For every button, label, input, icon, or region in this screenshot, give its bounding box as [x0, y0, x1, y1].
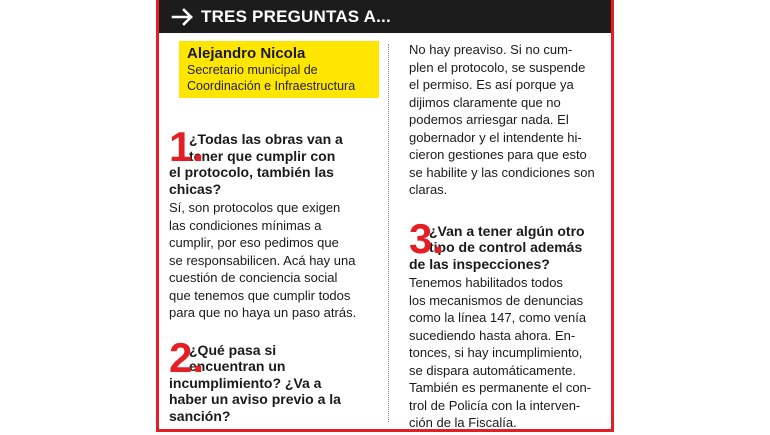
- answer-text: [409, 41, 605, 199]
- question-line: ¿Qué pasa si: [189, 341, 277, 358]
- answer-line: No hay preaviso. Si no cum-: [409, 42, 573, 57]
- answer-line: dijimos claramente que no: [409, 94, 561, 110]
- answer-line: gobernador y el intendente hi-: [409, 129, 582, 145]
- header-bar: [159, 0, 611, 33]
- answer-line: Sí, son protocolos que exigen: [169, 200, 341, 215]
- question-line: ¿Todas las obras van a: [189, 131, 343, 147]
- question-number: 2.: [169, 333, 205, 381]
- question-line: tener que cumplir con: [189, 147, 336, 164]
- question-line: tipo de control además: [429, 239, 583, 255]
- answer-line: se habilite y las condiciones son: [409, 164, 595, 180]
- question-line: ¿Van a tener algún otro: [429, 222, 585, 239]
- answer-line: cumplir, por eso pedimos que: [169, 235, 339, 250]
- question-line: incumplimiento? ¿Va a: [169, 374, 322, 391]
- interviewee-box: [179, 41, 379, 98]
- header-title: TRES PREGUNTAS A...: [201, 6, 391, 26]
- answer-line: para que no haya un paso atrás.: [169, 305, 357, 320]
- question-line: el protocolo, también las: [169, 164, 334, 180]
- question-line: sanción?: [169, 407, 231, 424]
- interview-box: [156, 0, 614, 432]
- answer-text: [169, 199, 379, 322]
- question-number: 1.: [169, 123, 205, 170]
- column-divider: [388, 44, 389, 422]
- answer-line: sucediendo hasta ahora. En-: [409, 327, 576, 343]
- answer-line: podemos arriesgar nada. El: [409, 112, 569, 127]
- question-line: de las inspecciones?: [409, 255, 550, 272]
- answer-line: se responsabilicen. Acá hay una: [169, 252, 356, 268]
- answer-line: ción de la Fiscalía.: [409, 415, 517, 430]
- right-arrow-icon: [171, 7, 195, 27]
- answer-line: las condiciones mínimas a: [169, 217, 322, 233]
- interviewee-role-line: Secretario municipal de: [187, 63, 318, 77]
- answer-line: cuestión de conciencia social: [169, 270, 338, 285]
- answer-text: [409, 274, 605, 432]
- answer-line: se dispara automáticamente.: [409, 362, 576, 378]
- question-heading: [169, 333, 379, 425]
- answer-line: los mecanismos de denuncias: [409, 292, 584, 308]
- question-line: chicas?: [169, 180, 222, 197]
- answer-line: tonces, si hay incumplimiento,: [409, 345, 583, 360]
- answer-line: Tenemos habilitados todos: [409, 275, 563, 290]
- interviewee-name: Alejandro Nicola: [187, 45, 306, 62]
- answer-line: claras.: [409, 182, 448, 197]
- question-1: [169, 123, 379, 322]
- interviewee-role-line: Coordinación e Infraestructura: [187, 79, 356, 93]
- answer-line: como la línea 147, como venía: [409, 310, 587, 325]
- right-column: [409, 33, 605, 432]
- answer-line: cieron gestiones para que esto: [409, 147, 587, 162]
- left-column: [169, 33, 379, 424]
- question-2: [169, 333, 379, 425]
- answer-line: plen el protocolo, se suspende: [409, 59, 586, 75]
- question-line: encuentran un: [189, 358, 286, 374]
- question-heading: [409, 214, 605, 273]
- answer-line: el permiso. Es así porque ya: [409, 77, 574, 92]
- question-line: haber un aviso previo a la: [169, 391, 341, 407]
- answer-line: También es permanente el con-: [409, 380, 592, 395]
- question-3: [409, 214, 605, 432]
- answer-line: trol de Policía con la interven-: [409, 397, 581, 413]
- answer-line: que tenemos que cumplir todos: [169, 287, 351, 303]
- question-heading: [169, 123, 379, 197]
- question-number: 3.: [409, 214, 445, 262]
